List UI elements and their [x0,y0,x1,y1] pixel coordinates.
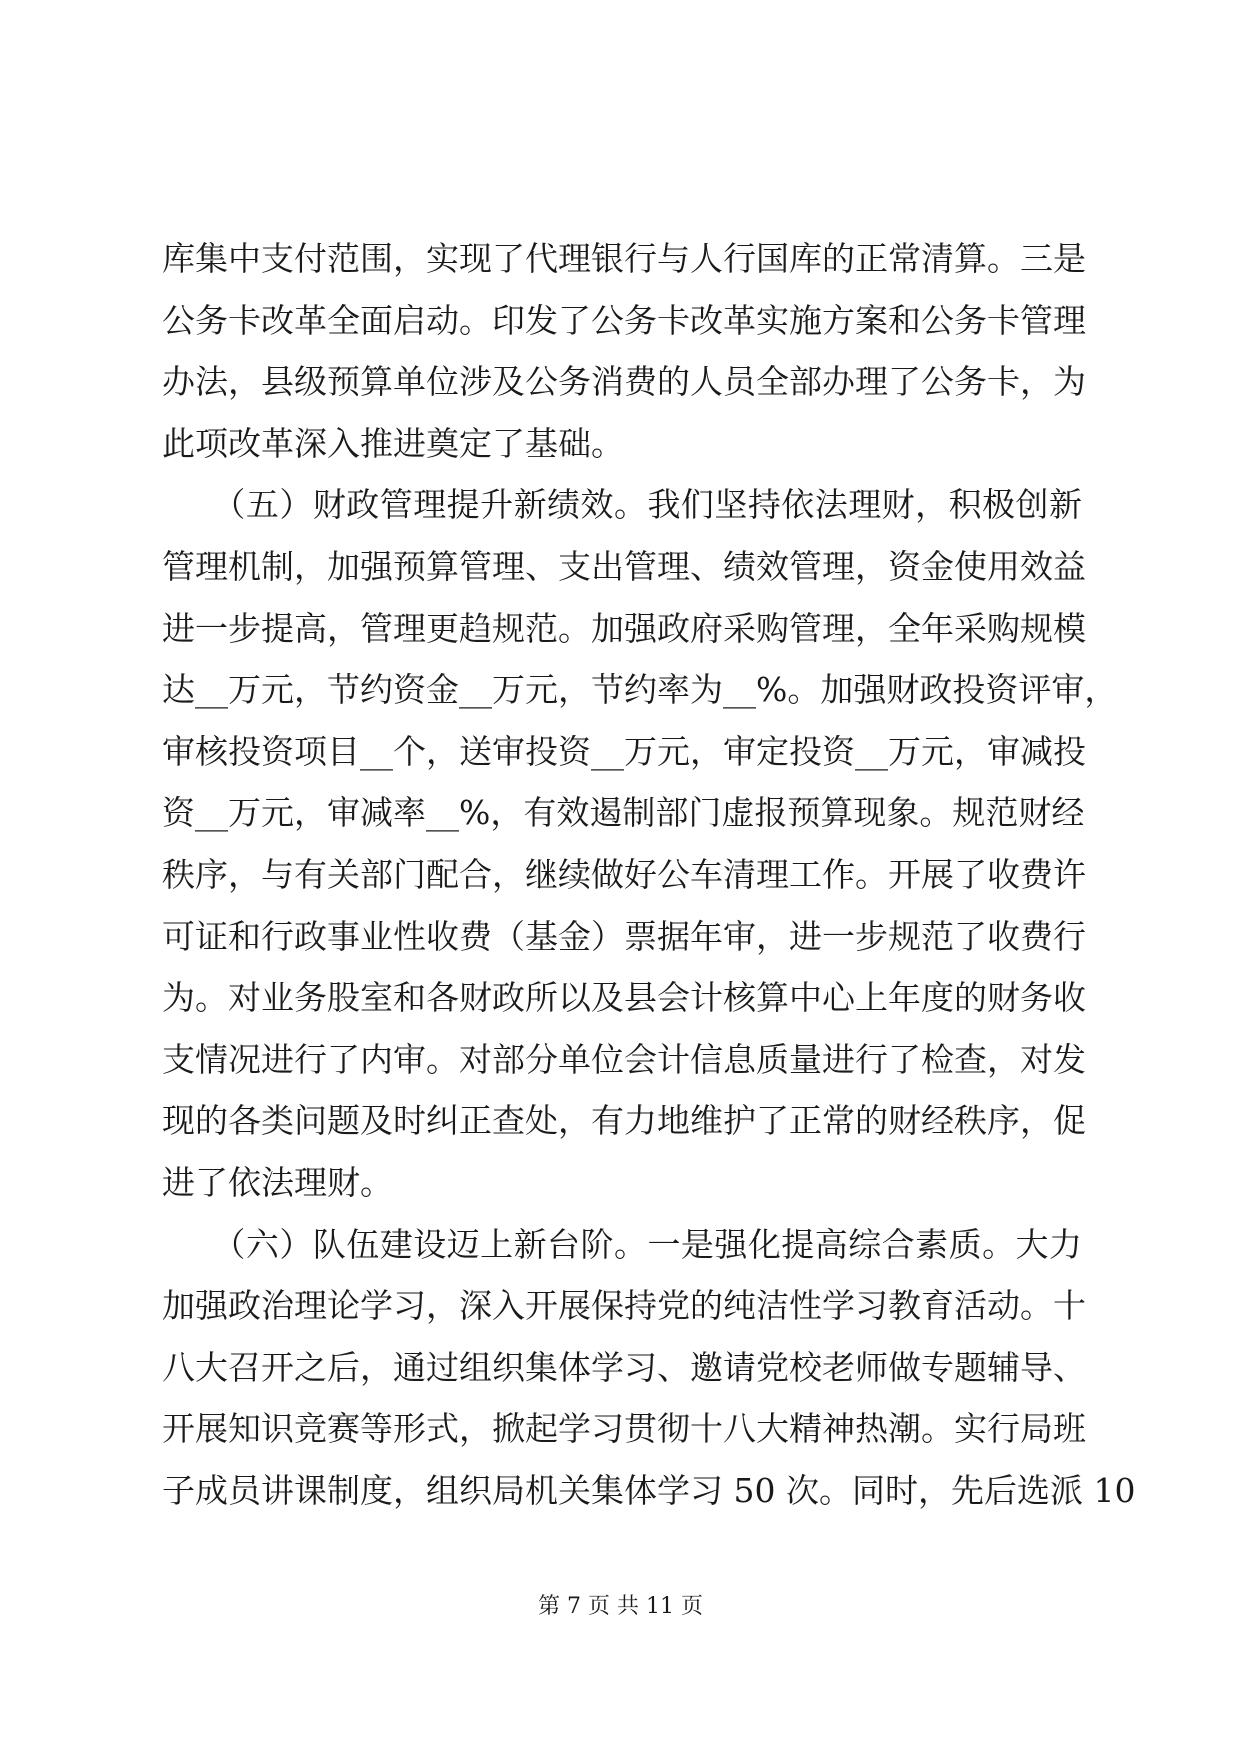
page-footer: 第 7 页 共 11 页 [538,1594,703,1619]
text-line: 支情况进行了内审。对部分单位会计信息质量进行了检查，对发 [162,1039,1086,1079]
text-line: 可证和行政事业性收费（基金）票据年审，进一步规范了收费行 [162,916,1086,956]
text-line: 现的各类问题及时纠正查处，有力地维护了正常的财经秩序，促 [162,1101,1086,1141]
text-line: 子成员讲课制度，组织局机关集体学习 50 次。同时，先后选派 10 [162,1470,1136,1510]
text-line: 加强政治理论学习，深入开展保持党的纯洁性学习教育活动。十 [162,1286,1086,1326]
text-line: （六）队伍建设迈上新台阶。一是强化提高综合素质。大力 [162,1224,1082,1264]
text-line: 库集中支付范围，实现了代理银行与人行国库的正常清算。三是 [162,239,1086,278]
text-line: 进一步提高，管理更趋规范。加强政府采购管理，全年采购规模 [162,608,1086,648]
text-line: 此项改革深入推进奠定了基础。 [162,423,624,463]
body-text [162,228,1136,1521]
text-line: 进了依法理财。 [162,1162,393,1202]
text-line: 八大召开之后，通过组织集体学习、邀请党校老师做专题辅导、 [162,1347,1086,1387]
text-line: 办法，县级预算单位涉及公务消费的人员全部办理了公务卡，为 [162,362,1086,402]
text-line: 审核投资项目__个，送审投资__万元，审定投资__万元，审减投 [162,731,1086,771]
text-line: （五）财政管理提升新绩效。我们坚持依法理财，积极创新 [162,485,1082,525]
text-line: 开展知识竞赛等形式，掀起学习贯彻十八大精神热潮。实行局班 [162,1409,1086,1449]
text-line: 资__万元，审减率__%，有效遏制部门虚报预算现象。规范财经 [162,793,1085,833]
text-line: 秩序，与有关部门配合，继续做好公车清理工作。开展了收费许 [162,854,1086,894]
text-line: 管理机制，加强预算管理、支出管理、绩效管理，资金使用效益 [162,546,1086,586]
text-line: 达__万元，节约资金__万元，节约率为__%。加强财政投资评审， [162,670,1118,710]
text-line: 公务卡改革全面启动。印发了公务卡改革实施方案和公务卡管理 [162,300,1086,340]
text-line: 为。对业务股室和各财政所以及县会计核算中心上年度的财务收 [162,978,1086,1018]
